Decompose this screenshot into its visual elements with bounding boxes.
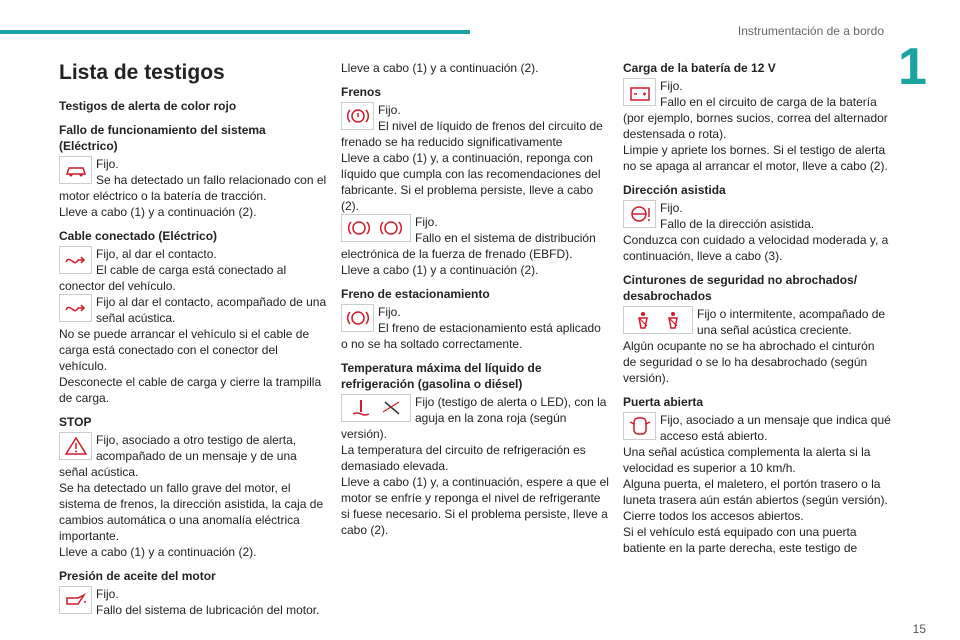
item-stop — [59, 432, 327, 560]
item-battery — [623, 78, 891, 174]
brake-warning-icon — [341, 102, 374, 130]
header-accent-bar — [0, 30, 470, 34]
item-oil-pressure — [59, 586, 327, 618]
item-seatbelts — [623, 306, 891, 386]
parking-brake-icon — [341, 304, 374, 332]
battery-icon — [623, 78, 656, 106]
brake-abs-icon — [341, 214, 411, 242]
heading-brakes: Frenos — [341, 85, 382, 99]
heading-parking-brake: Freno de estacionamiento — [341, 287, 490, 301]
page-title: Lista de testigos — [59, 61, 225, 84]
steering-wheel-icon — [623, 200, 656, 228]
oil-can-icon — [59, 586, 92, 614]
item-power-steering — [623, 200, 891, 264]
item-door-open — [623, 412, 891, 556]
coolant-temperature-icon — [341, 394, 411, 422]
item-brakes-1 — [341, 102, 609, 214]
heading-door-open: Puerta abierta — [623, 395, 704, 409]
text-seatbelts: Fijo o intermitente, acompañado de una señal acústica creciente. Algún ocupante no se ha abrochado el cinturón de seguridad o se lo ha desabrochado (según versión). — [623, 307, 886, 385]
heading-cable-connected: Cable conectado (Eléctrico) — [59, 229, 218, 243]
heading-coolant-temp: Temperatura máxima del líquido de refrigeración (gasolina o diésel) — [341, 361, 542, 391]
text-door-open: Fijo, asociado a un mensaje que indica qué acceso está abierto. Una señal acústica complementa la alerta si la velocidad es superior a 10 km/h. Alguna puerta, el maletero, el portón trasero o la luneta trasera aún están abiertos (según versión). Cierre todos los accesos abiertos. Si el vehículo está equipado con una puerta batiente en la parte derecha, este testigo de — [623, 413, 891, 555]
item-cable-connected-1 — [59, 246, 327, 294]
text-brakes-2: Fijo. Fallo en el sistema de distribución electrónica de la fuerza de frenado (EBFD). Lleve a cabo (1) y a continuación (2). — [341, 215, 596, 277]
text-brakes-1: Fijo. El nivel de líquido de frenos del circuito de frenado se ha reducido significativamente Lleve a cabo (1) y, a continuación, reponga con líquido que cumpla con las recomendaciones del fabricante. Si el problema persiste, lleve a cabo (2). — [341, 103, 603, 213]
car-fault-icon — [59, 156, 92, 184]
column-3 — [623, 60, 891, 556]
item-coolant-temp — [341, 394, 609, 538]
seatbelt-icon — [623, 306, 693, 334]
text-oil-pressure: Fijo. Fallo del sistema de lubricación del motor. — [96, 587, 320, 617]
text-stop: Fijo, asociado a otro testigo de alerta, acompañado de un mensaje y de una señal acústica. Se ha detectado un fallo grave del motor, el sistema de frenos, la dirección asistida, la caja de cambios automática o una anomalía eléctrica importante. Lleve a cabo (1) y a continuación (2). — [59, 433, 324, 559]
column-2 — [341, 60, 609, 538]
item-system-fault — [59, 156, 327, 220]
column-1 — [59, 60, 327, 618]
warning-triangle-icon — [59, 432, 92, 460]
heading-system-fault: Fallo de funcionamiento del sistema (Eléctrico) — [59, 123, 266, 153]
page-number: 15 — [912, 622, 926, 636]
chapter-number: 1 — [898, 38, 960, 96]
item-cable-connected-2 — [59, 294, 327, 406]
heading-oil-pressure: Presión de aceite del motor — [59, 569, 216, 583]
item-brakes-2 — [341, 214, 609, 278]
heading-seatbelts: Cinturones de seguridad no abrochados/ desabrochados — [623, 273, 858, 303]
charging-plug-icon — [59, 246, 92, 274]
heading-stop: STOP — [59, 415, 92, 429]
subtitle: Testigos de alerta de color rojo — [59, 99, 237, 113]
heading-power-steering: Dirección asistida — [623, 183, 726, 197]
text-continued: Lleve a cabo (1) y a continuación (2). — [341, 61, 539, 75]
door-open-icon — [623, 412, 656, 440]
heading-battery: Carga de la batería de 12 V — [623, 61, 776, 75]
text-system-fault: Fijo. Se ha detectado un fallo relacionado con el motor eléctrico o la batería de tracción. Lleve a cabo (1) y a continuación (2). — [59, 157, 327, 219]
text-parking-brake: Fijo. El freno de estacionamiento está aplicado o no se ha soltado correctamente. — [341, 305, 601, 351]
charging-plug-icon — [59, 294, 92, 322]
item-parking-brake — [341, 304, 609, 352]
text-coolant-temp: Fijo (testigo de alerta o LED), con la aguja en la zona roja (según versión). La temperatura del circuito de refrigeración es demasiado elevada. Lleve a cabo (1) y, a continuación, espere a que el motor se enfríe y reponga el nivel de refrigerante si fuese necesario. Si el problema persiste, lleve a cabo (2). — [341, 395, 609, 537]
section-title: Instrumentación de a bordo — [737, 24, 884, 38]
text-power-steering: Fijo. Fallo de la dirección asistida. Conduzca con cuidado a velocidad moderada y, a continuación, lleve a cabo (3). — [623, 201, 889, 263]
text-cable-connected-2: Fijo al dar el contacto, acompañado de una señal acústica. No se puede arrancar el vehículo si el cable de carga está conectado con el conector del vehículo. Desconecte el cable de carga y cierre la trampilla de carga. — [59, 295, 327, 405]
text-battery: Fijo. Fallo en el circuito de carga de la batería (por ejemplo, bornes sucios, correa del alternador destensada o rota). Limpie y apriete los bornes. Si el testigo de alerta no se apaga al arrancar el motor, lleve a cabo (2). — [623, 79, 888, 173]
text-cable-connected-1: Fijo, al dar el contacto. El cable de carga está conectado al conector del vehículo. — [59, 247, 287, 293]
